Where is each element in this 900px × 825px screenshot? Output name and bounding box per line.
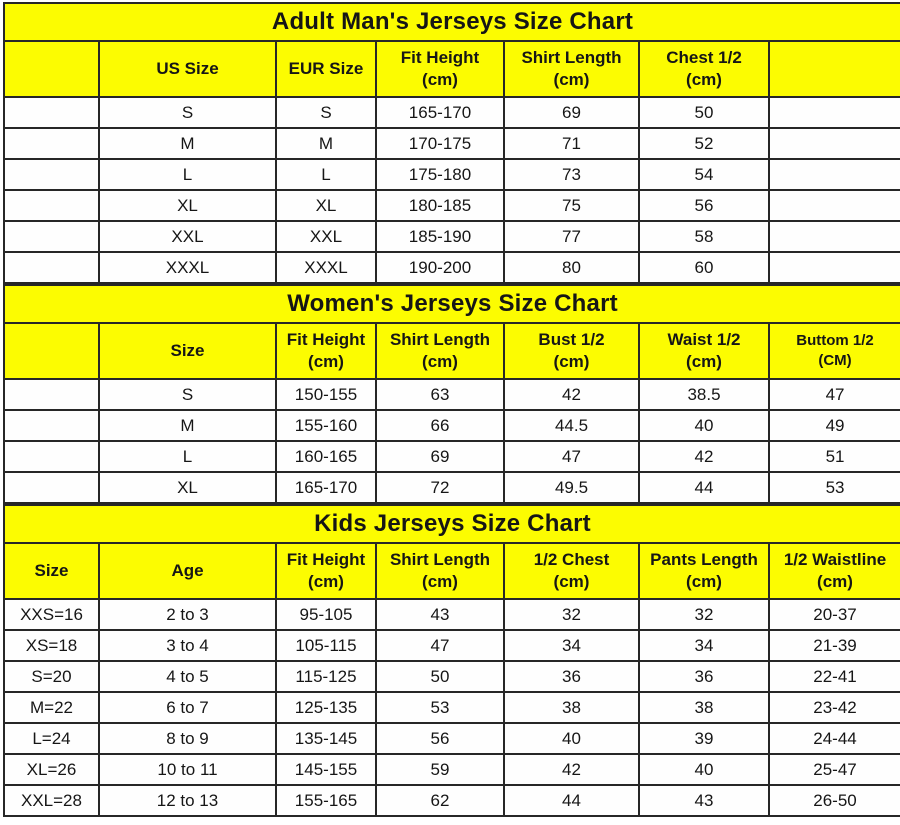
adult-mens-size-table [3,2,900,284]
data-cell: L [99,441,276,472]
data-cell: 39 [639,723,769,754]
data-cell: 58 [639,221,769,252]
column-header-cell: Waist 1/2 (cm) [639,323,769,379]
data-cell: 12 to 13 [99,785,276,816]
data-cell: 40 [504,723,639,754]
column-header-cell: Buttom 1/2 (CM) [769,323,900,379]
data-cell: 180-185 [376,190,504,221]
table-row [4,599,900,630]
table-row [4,128,900,159]
empty-cell [4,221,99,252]
data-cell: S [276,97,376,128]
data-cell: 51 [769,441,900,472]
data-cell: 36 [504,661,639,692]
column-header-cell: Shirt Length (cm) [376,543,504,599]
column-header-row [4,323,900,379]
data-cell: 50 [376,661,504,692]
empty-cell [769,221,900,252]
data-cell: 54 [639,159,769,190]
data-cell: 73 [504,159,639,190]
data-cell: M=22 [4,692,99,723]
womens-size-table [3,284,900,504]
adult-mens-table-title: Adult Man's Jerseys Size Chart [4,3,900,41]
data-cell: XXL=28 [4,785,99,816]
data-cell: 165-170 [376,97,504,128]
table-row [4,692,900,723]
data-cell: L [276,159,376,190]
column-header-cell: 1/2 Chest (cm) [504,543,639,599]
table-row [4,97,900,128]
kids-table-title: Kids Jerseys Size Chart [4,505,900,543]
data-cell: 155-160 [276,410,376,441]
table-row [4,379,900,410]
data-cell: 2 to 3 [99,599,276,630]
data-cell: 34 [639,630,769,661]
data-cell: 38 [504,692,639,723]
column-header-cell: Fit Height (cm) [376,41,504,97]
column-header-cell: Shirt Length (cm) [504,41,639,97]
data-cell: 40 [639,754,769,785]
empty-cell [4,472,99,503]
data-cell: XXL [99,221,276,252]
data-cell: 47 [376,630,504,661]
data-cell: 43 [639,785,769,816]
empty-cell [769,128,900,159]
data-cell: 69 [376,441,504,472]
table-title-row [4,3,900,41]
data-cell: 38.5 [639,379,769,410]
data-cell: 47 [769,379,900,410]
data-cell: 77 [504,221,639,252]
column-header-cell: EUR Size [276,41,376,97]
data-cell: L=24 [4,723,99,754]
column-header-cell: Pants Length (cm) [639,543,769,599]
column-header-cell: Chest 1/2 (cm) [639,41,769,97]
data-cell: 44.5 [504,410,639,441]
data-cell: M [99,128,276,159]
data-cell: XXS=16 [4,599,99,630]
data-cell: 185-190 [376,221,504,252]
data-cell: 170-175 [376,128,504,159]
column-header-row [4,41,900,97]
data-cell: 59 [376,754,504,785]
table-row [4,190,900,221]
data-cell: M [99,410,276,441]
data-cell: 155-165 [276,785,376,816]
data-cell: 160-165 [276,441,376,472]
table-row [4,630,900,661]
data-cell: 8 to 9 [99,723,276,754]
data-cell: 71 [504,128,639,159]
data-cell: 75 [504,190,639,221]
column-header-cell: 1/2 Waistline (cm) [769,543,900,599]
data-cell: 190-200 [376,252,504,283]
data-cell: 23-42 [769,692,900,723]
empty-header-cell [4,323,99,379]
data-cell: 44 [504,785,639,816]
data-cell: XL [99,190,276,221]
data-cell: 10 to 11 [99,754,276,785]
table-title-row [4,505,900,543]
data-cell: 105-115 [276,630,376,661]
data-cell: XXL [276,221,376,252]
data-cell: 52 [639,128,769,159]
data-cell: 40 [639,410,769,441]
empty-cell [769,252,900,283]
empty-header-cell [4,41,99,97]
empty-cell [769,190,900,221]
data-cell: 42 [639,441,769,472]
table-row [4,159,900,190]
table-row [4,472,900,503]
empty-cell [4,128,99,159]
data-cell: 32 [504,599,639,630]
womens-table-title: Women's Jerseys Size Chart [4,285,900,323]
data-cell: 53 [769,472,900,503]
data-cell: S [99,379,276,410]
data-cell: 69 [504,97,639,128]
data-cell: 42 [504,379,639,410]
table-row [4,410,900,441]
table-row [4,661,900,692]
data-cell: 165-170 [276,472,376,503]
data-cell: 80 [504,252,639,283]
table-row [4,785,900,816]
data-cell: XL=26 [4,754,99,785]
column-header-cell: Size [99,323,276,379]
data-cell: XXXL [276,252,376,283]
empty-cell [4,441,99,472]
data-cell: XL [276,190,376,221]
column-header-cell: Fit Height (cm) [276,543,376,599]
data-cell: 50 [639,97,769,128]
data-cell: 135-145 [276,723,376,754]
empty-header-cell [769,41,900,97]
data-cell: 62 [376,785,504,816]
data-cell: 63 [376,379,504,410]
data-cell: 49.5 [504,472,639,503]
column-header-cell: Size [4,543,99,599]
data-cell: 4 to 5 [99,661,276,692]
table-row [4,252,900,283]
empty-cell [4,190,99,221]
empty-cell [4,97,99,128]
data-cell: 60 [639,252,769,283]
column-header-cell: Age [99,543,276,599]
empty-cell [4,379,99,410]
data-cell: 95-105 [276,599,376,630]
data-cell: 6 to 7 [99,692,276,723]
data-cell: XXXL [99,252,276,283]
data-cell: 56 [639,190,769,221]
empty-cell [769,159,900,190]
data-cell: 34 [504,630,639,661]
data-cell: L [99,159,276,190]
column-header-cell: US Size [99,41,276,97]
empty-cell [769,97,900,128]
data-cell: 21-39 [769,630,900,661]
data-cell: 150-155 [276,379,376,410]
data-cell: 32 [639,599,769,630]
data-cell: 20-37 [769,599,900,630]
column-header-cell: Shirt Length (cm) [376,323,504,379]
table-title-row [4,285,900,323]
data-cell: 53 [376,692,504,723]
data-cell: 38 [639,692,769,723]
empty-cell [4,159,99,190]
empty-cell [4,410,99,441]
data-cell: 125-135 [276,692,376,723]
data-cell: 3 to 4 [99,630,276,661]
column-header-cell: Bust 1/2 (cm) [504,323,639,379]
data-cell: 145-155 [276,754,376,785]
data-cell: XL [99,472,276,503]
data-cell: 47 [504,441,639,472]
table-row [4,441,900,472]
data-cell: 56 [376,723,504,754]
column-header-row [4,543,900,599]
table-row [4,723,900,754]
data-cell: 36 [639,661,769,692]
data-cell: 44 [639,472,769,503]
data-cell: M [276,128,376,159]
kids-size-table [3,504,900,817]
data-cell: 72 [376,472,504,503]
table-row [4,754,900,785]
data-cell: 175-180 [376,159,504,190]
data-cell: S [99,97,276,128]
data-cell: S=20 [4,661,99,692]
data-cell: 115-125 [276,661,376,692]
column-header-cell: Fit Height (cm) [276,323,376,379]
empty-cell [4,252,99,283]
data-cell: 26-50 [769,785,900,816]
data-cell: 22-41 [769,661,900,692]
table-row [4,221,900,252]
data-cell: 43 [376,599,504,630]
data-cell: 25-47 [769,754,900,785]
data-cell: 42 [504,754,639,785]
data-cell: 24-44 [769,723,900,754]
data-cell: 49 [769,410,900,441]
data-cell: 66 [376,410,504,441]
data-cell: XS=18 [4,630,99,661]
